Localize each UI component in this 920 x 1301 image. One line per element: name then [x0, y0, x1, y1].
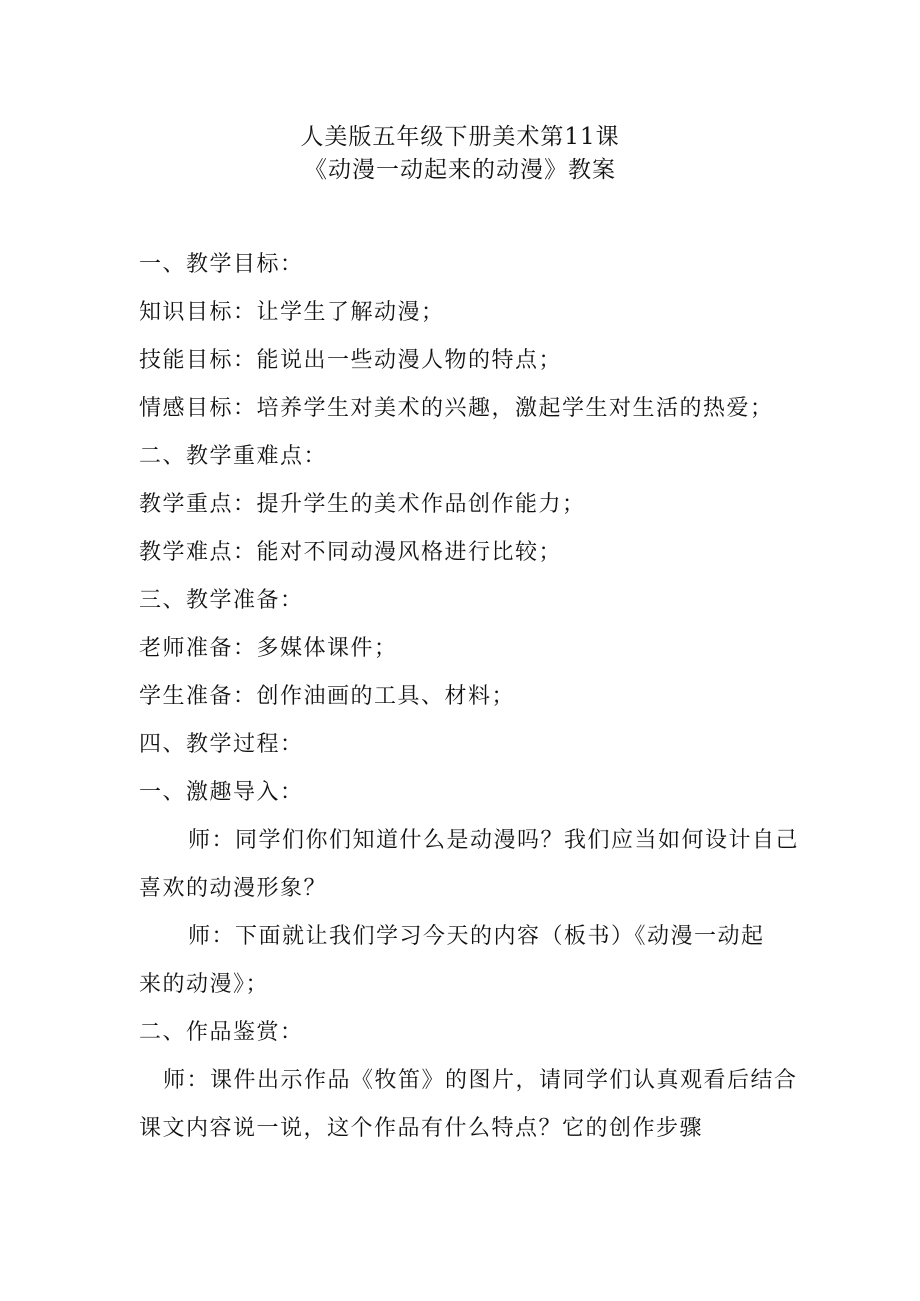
- document-title-line-1: 人美版五年级下册美术第11课: [300, 124, 620, 150]
- teaching-focus: 教学重点：提升学生的美术作品创作能力；: [139, 492, 586, 517]
- section-heading-preparation: 三、教学准备：: [139, 588, 304, 613]
- section-heading-objectives: 一、教学目标：: [139, 252, 304, 277]
- intro-paragraph-1-line-1: 师：同学们你们知道什么是动漫吗？我们应当如何设计自己: [188, 828, 800, 853]
- teacher-preparation: 老师准备：多媒体课件；: [139, 636, 398, 661]
- emotion-objective: 情感目标：培养学生对美术的兴趣，激起学生对生活的热爱；: [139, 396, 774, 421]
- teaching-difficulty: 教学难点：能对不同动漫风格进行比较；: [139, 540, 563, 565]
- section-heading-process: 四、教学过程：: [139, 732, 304, 757]
- intro-paragraph-2-line-1: 师：下面就让我们学习今天的内容（板书）《动漫一动起: [188, 924, 765, 949]
- appreciation-paragraph-line-2: 课文内容说一说，这个作品有什么特点？它的创作步骤: [139, 1116, 704, 1141]
- knowledge-objective: 知识目标：让学生了解动漫；: [139, 300, 445, 325]
- process-step-intro-heading: 一、激趣导入：: [139, 780, 304, 805]
- intro-paragraph-2-line-2: 来的动漫》；: [139, 972, 270, 997]
- student-preparation: 学生准备：创作油画的工具、材料；: [139, 684, 516, 709]
- document-title-line-2: 《动漫一动起来的动漫》教案: [304, 157, 616, 183]
- intro-paragraph-1-line-2: 喜欢的动漫形象？: [139, 876, 328, 901]
- process-step-appreciation-heading: 二、作品鉴赏：: [139, 1020, 304, 1045]
- section-heading-key-points: 二、教学重难点：: [139, 444, 328, 469]
- appreciation-paragraph-line-1: 师：课件出示作品《牧笛》的图片，请同学们认真观看后结合: [163, 1068, 798, 1093]
- skill-objective: 技能目标：能说出一些动漫人物的特点；: [139, 348, 563, 373]
